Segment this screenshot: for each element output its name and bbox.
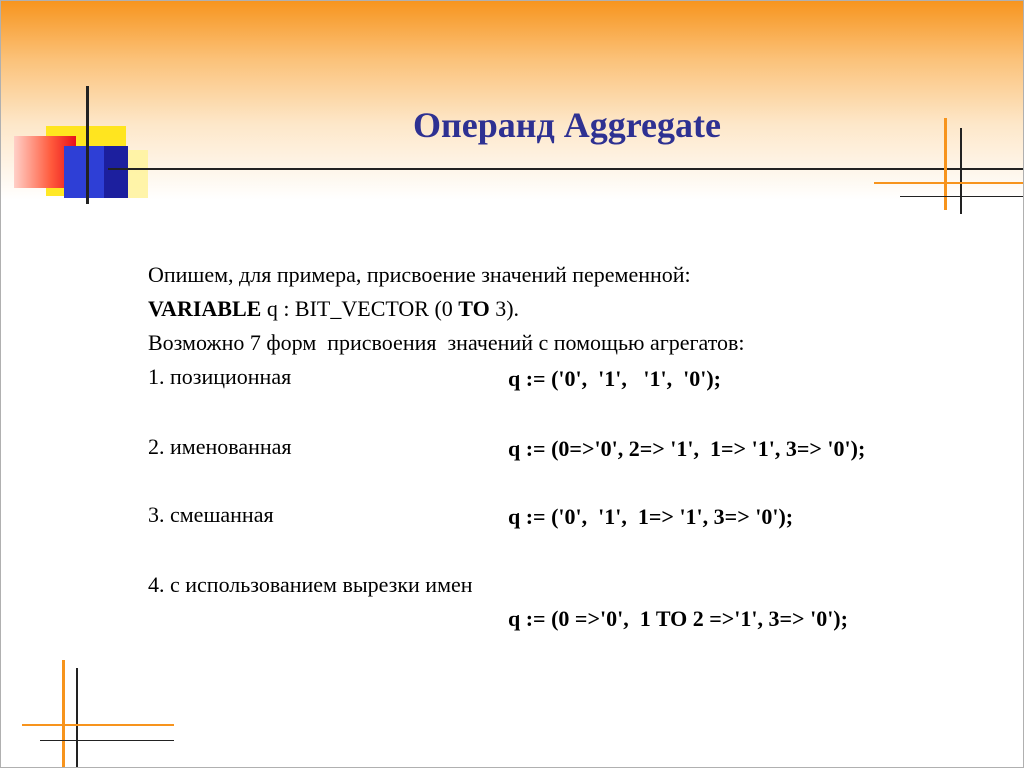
decor-bottom-orange-horizontal xyxy=(22,724,174,726)
decor-header-rule xyxy=(108,168,1024,170)
intro-line-2 xyxy=(148,292,519,326)
form-label-slice: 4. с использованием вырезки имен xyxy=(148,572,473,597)
decor-bottom-orange-vertical xyxy=(62,660,65,768)
declaration-text: q : BIT_VECTOR (0 xyxy=(261,296,459,321)
header-gradient xyxy=(0,0,1024,200)
declaration-end: 3). xyxy=(489,296,520,321)
decor-right-orange-horizontal xyxy=(874,182,1024,184)
decor-right-dark-horizontal xyxy=(900,196,1024,197)
slide-title-text: Операнд Aggregate xyxy=(413,105,721,145)
decor-bottom-dark-horizontal xyxy=(40,740,174,741)
form-label-positional: 1. позиционная xyxy=(148,364,292,389)
keyword-to: TO xyxy=(458,296,490,321)
slide-title xyxy=(0,104,1024,146)
form-code-slice: q := (0 =>'0', 1 TO 2 =>'1', 3=> '0'); xyxy=(508,606,848,631)
form-code-mixed: q := ('0', '1', 1=> '1', 3=> '0'); xyxy=(508,504,794,529)
form-code-positional: q := ('0', '1', '1', '0'); xyxy=(508,366,721,391)
form-label-named: 2. именованная xyxy=(148,434,292,459)
form-code-named: q := (0=>'0', 2=> '1', 1=> '1', 3=> '0'); xyxy=(508,436,866,461)
intro-line-1: Опишем, для примера, присвоение значений переменной: xyxy=(148,262,691,287)
decor-dark-blue-square xyxy=(104,146,128,198)
keyword-variable: VARIABLE xyxy=(148,296,262,321)
intro-line-3: Возможно 7 форм присвоения значений с помощью агрегатов: xyxy=(148,330,745,355)
form-label-mixed: 3. смешанная xyxy=(148,502,274,527)
decor-bottom-dark-vertical xyxy=(76,668,78,768)
